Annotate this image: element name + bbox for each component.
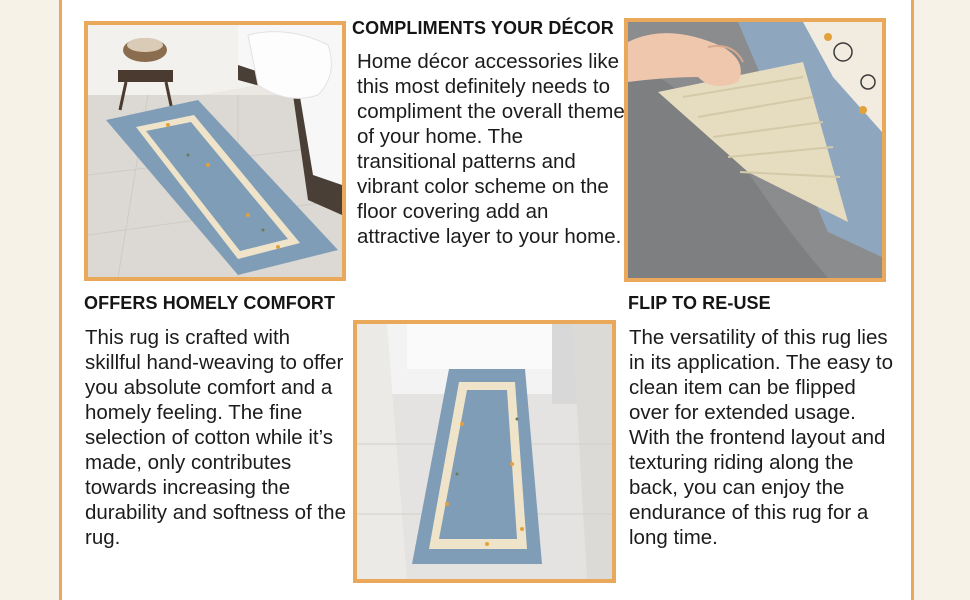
- decor-description: Home décor accessories like this most definitely needs to compliment the overall theme of your home. The transitional patterns and vibrant color scheme on the floor covering add an attractive layer to your home.: [357, 50, 625, 248]
- flipped-rug-illustration: [628, 22, 882, 278]
- flipped-rug-backing-photo: [624, 18, 886, 282]
- comfort-heading: OFFERS HOMELY COMFORT: [84, 293, 336, 313]
- hallway-rug-photo: [353, 320, 616, 583]
- reuse-description: The versatility of this rug lies in its application. The easy to clean item can be flipped over for extended usage. With the frontend layout and texturing riding along the back, you can enjoy the endurance of this rug for a long time.: [629, 326, 893, 549]
- decor-heading: COMPLIMENTS YOUR DÉCOR: [352, 18, 614, 38]
- bedroom-rug-photo: [84, 21, 346, 281]
- bedroom-rug-illustration: [88, 25, 342, 277]
- reuse-heading: FLIP TO RE-USE: [628, 293, 771, 313]
- comfort-description: This rug is crafted with skillful hand-weaving to offer you absolute comfort and a homely feeling. The fine selection of cotton while it’s made, only contributes towards increasing the durability and softness of the rug.: [85, 326, 346, 549]
- hallway-rug-illustration: [357, 324, 612, 579]
